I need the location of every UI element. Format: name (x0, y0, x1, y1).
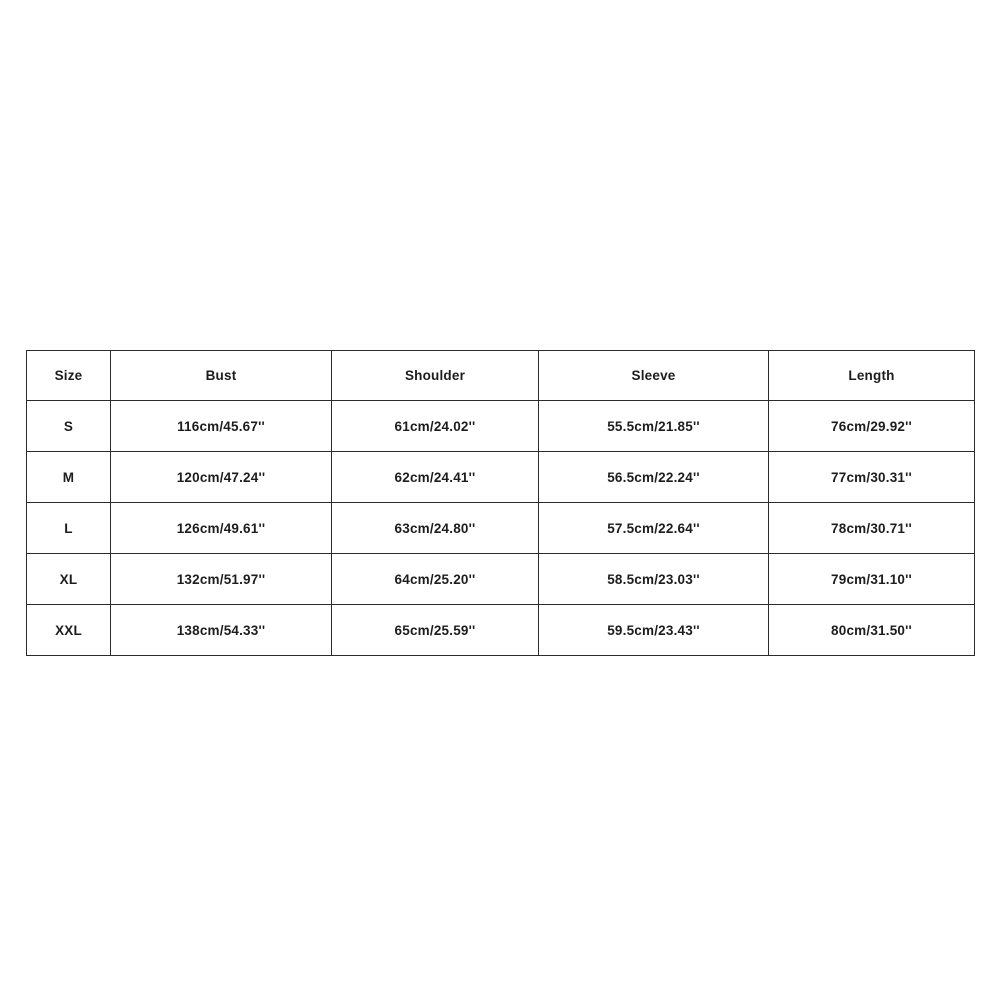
column-header-shoulder: Shoulder (332, 351, 539, 401)
table-header-row (27, 351, 975, 401)
cell-size: XL (27, 554, 111, 605)
cell-sleeve: 57.5cm/22.64'' (539, 503, 769, 554)
size-chart-container (26, 350, 974, 656)
cell-size: S (27, 401, 111, 452)
table-row (27, 554, 975, 605)
size-chart-header (27, 351, 975, 401)
cell-shoulder: 65cm/25.59'' (332, 605, 539, 656)
table-row (27, 452, 975, 503)
cell-shoulder: 64cm/25.20'' (332, 554, 539, 605)
column-header-bust: Bust (111, 351, 332, 401)
column-header-size: Size (27, 351, 111, 401)
cell-length: 78cm/30.71'' (769, 503, 975, 554)
cell-bust: 120cm/47.24'' (111, 452, 332, 503)
cell-sleeve: 59.5cm/23.43'' (539, 605, 769, 656)
cell-shoulder: 61cm/24.02'' (332, 401, 539, 452)
table-row (27, 503, 975, 554)
cell-size: L (27, 503, 111, 554)
cell-shoulder: 62cm/24.41'' (332, 452, 539, 503)
cell-length: 77cm/30.31'' (769, 452, 975, 503)
cell-shoulder: 63cm/24.80'' (332, 503, 539, 554)
cell-length: 76cm/29.92'' (769, 401, 975, 452)
cell-bust: 126cm/49.61'' (111, 503, 332, 554)
table-row (27, 605, 975, 656)
cell-size: M (27, 452, 111, 503)
cell-length: 79cm/31.10'' (769, 554, 975, 605)
cell-sleeve: 56.5cm/22.24'' (539, 452, 769, 503)
cell-sleeve: 55.5cm/21.85'' (539, 401, 769, 452)
size-chart-table (26, 350, 975, 656)
cell-length: 80cm/31.50'' (769, 605, 975, 656)
cell-bust: 132cm/51.97'' (111, 554, 332, 605)
cell-sleeve: 58.5cm/23.03'' (539, 554, 769, 605)
cell-bust: 116cm/45.67'' (111, 401, 332, 452)
column-header-length: Length (769, 351, 975, 401)
cell-bust: 138cm/54.33'' (111, 605, 332, 656)
column-header-sleeve: Sleeve (539, 351, 769, 401)
table-row (27, 401, 975, 452)
size-chart-body (27, 401, 975, 656)
cell-size: XXL (27, 605, 111, 656)
